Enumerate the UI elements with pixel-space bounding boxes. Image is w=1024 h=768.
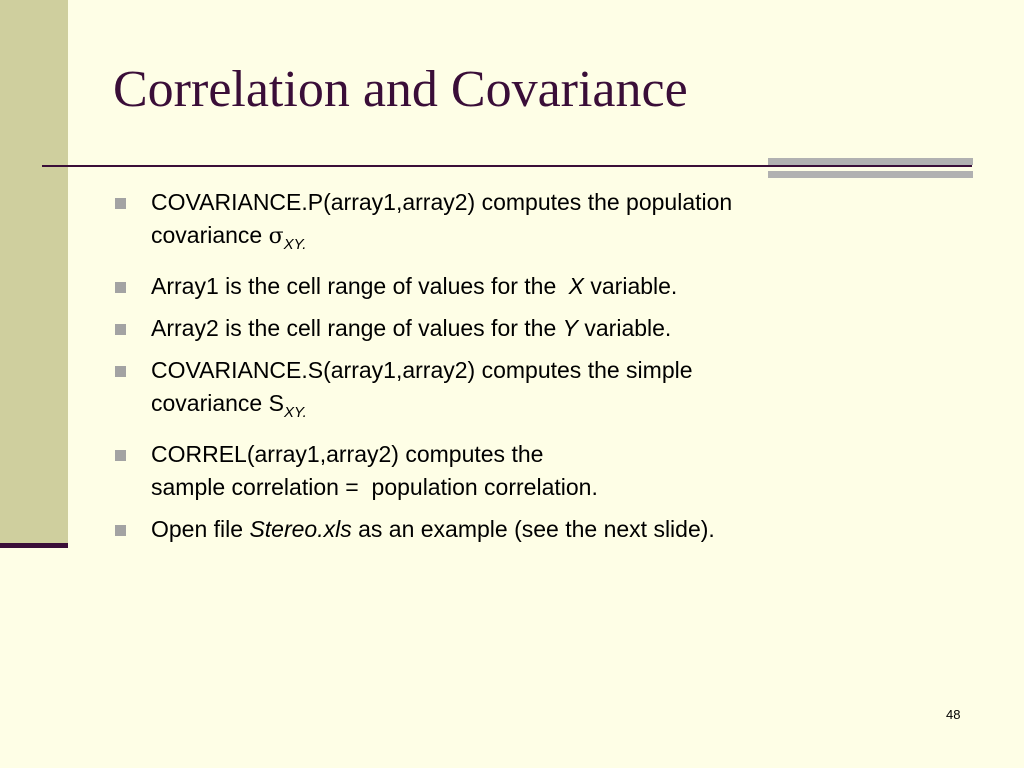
bullet-text-line1: CORREL(array1,array2) computes the [151,441,544,467]
bullet-text-line2: sample correlation = population correlation. [151,474,598,500]
bullet-text-end: as an example (see the next slide). [351,516,715,542]
bullet-item-array1 [112,270,992,303]
bullet-item-correl [112,438,992,504]
bullet-text-end: variable. [584,273,678,299]
bullet-text-line2: covariance S [151,390,284,416]
bullet-text-line1: COVARIANCE.P(array1,array2) computes the population [151,189,733,215]
bullet-text-end: variable. [578,315,672,341]
bullet-item-open-file [112,513,992,546]
subscript-xy: XY. [283,236,307,253]
accent-bar-bottom [768,171,973,178]
bullet-text: Array1 is the cell range of values for the [151,273,563,299]
file-name: Stereo.xls [249,516,352,542]
square-bullet-icon [115,324,126,335]
bullet-item-covariance-s [112,354,992,429]
square-bullet-icon [115,366,126,377]
left-band-underline [0,543,68,548]
variable-x: X [568,273,584,299]
slide-title: Correlation and Covariance [113,61,688,118]
bullet-text: Open file [151,516,250,542]
bullet-text: Array2 is the cell range of values for the [151,315,563,341]
title-divider-line [42,165,972,167]
subscript-xy: XY. [283,404,307,421]
square-bullet-icon [115,282,126,293]
sigma-symbol: σ [268,224,284,249]
left-decorative-band [0,0,68,544]
bullet-item-covariance-p [112,186,992,261]
page-number: 48 [946,707,961,722]
square-bullet-icon [115,198,126,209]
variable-y: Y [562,315,578,341]
bullet-text-line2: covariance [151,222,269,248]
bullet-item-array2 [112,312,992,345]
bullet-list [112,186,992,555]
accent-bar-top [768,158,973,165]
square-bullet-icon [115,450,126,461]
square-bullet-icon [115,525,126,536]
bullet-text-line1: COVARIANCE.S(array1,array2) computes the simple [151,357,693,383]
